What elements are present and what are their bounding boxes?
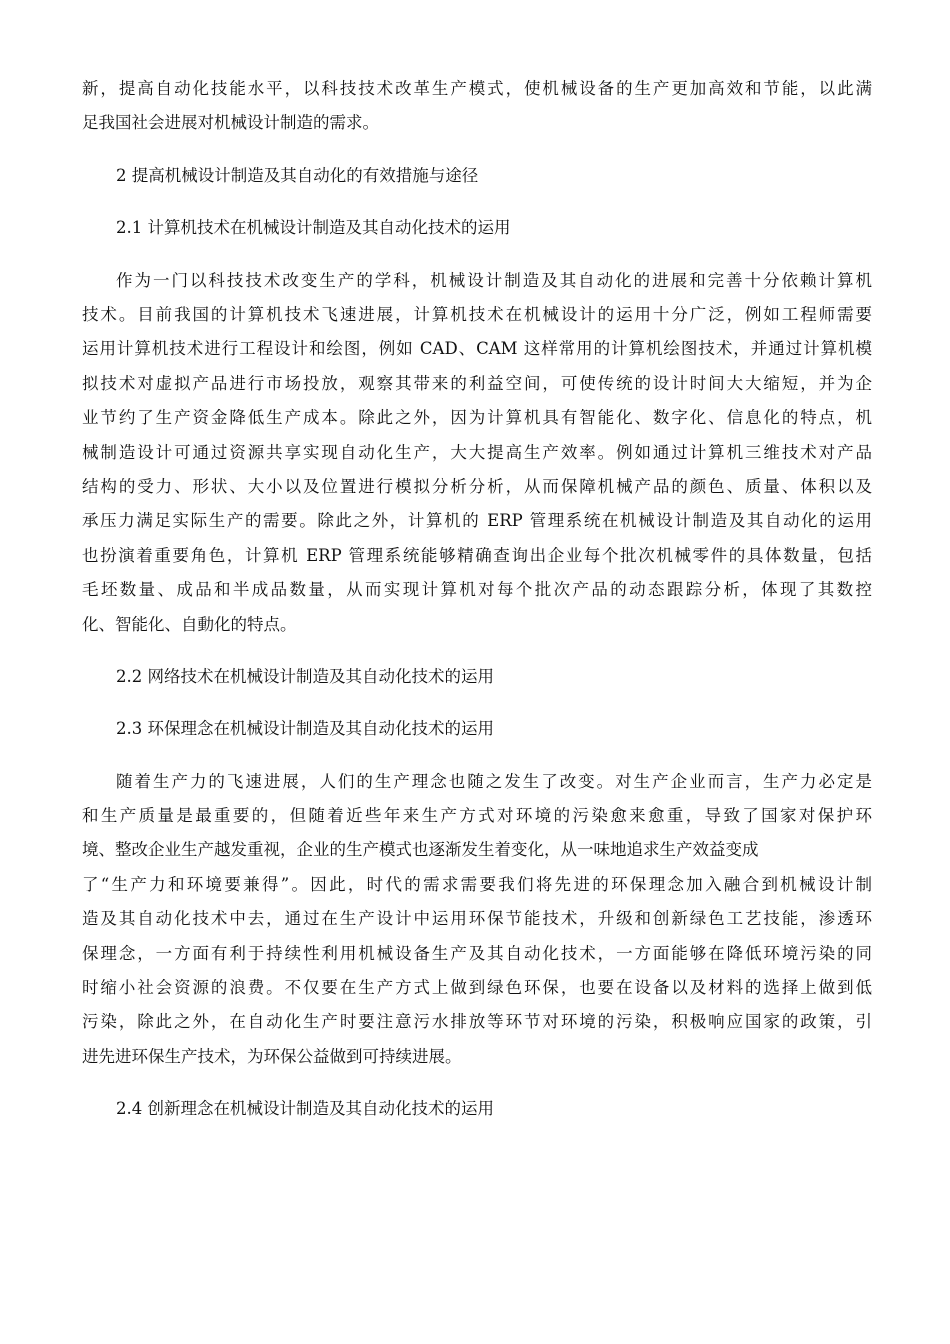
paragraph-line: 运用计算机技术进行工程设计和绘图，例如 CAD、CAM 这样常用的计算机绘图技术，并通过计算机模 <box>82 339 872 359</box>
paragraph-line: 业节约了生产资金降低生产成本。除此之外，因为计算机具有智能化、数字化、信息化的特点，机 <box>82 408 872 428</box>
paragraph-line: 造及其自动化技术中去，通过在生产设计中运用环保节能技术，升级和创新绿色工艺技能，渗透环 <box>82 909 872 929</box>
paragraph-line: 随着生产力的飞速进展，人们的生产理念也随之发生了改变。对生产企业而言，生产力必定是 <box>116 771 872 791</box>
paragraph-line: 化、智能化、自動化的特点。 <box>82 614 297 634</box>
subsection-heading: 2.4 创新理念在机械设计制造及其自动化技术的运用 <box>116 1099 494 1119</box>
paragraph-line: 承压力满足实际生产的需要。除此之外，计算机的 ERP 管理系统在机械设计制造及其自动化的运用 <box>82 511 872 531</box>
paragraph-line: 和生产质量是最重要的，但随着近些年来生产方式对环境的污染愈来愈重，导致了国家对保护环 <box>82 806 872 826</box>
paragraph-line: 进先进环保生产技术，为环保公益做到可持续进展。 <box>82 1046 462 1066</box>
paragraph-line: 毛坯数量、成品和半成品数量，从而实现计算机对每个批次产品的动态跟踪分析，体现了其数控 <box>82 580 872 600</box>
paragraph-line: 拟技术对虚拟产品进行市场投放，观察其带来的利益空间，可使传统的设计时间大大缩短，并为企 <box>82 373 872 393</box>
paragraph-line: 技术。目前我国的计算机技术飞速进展，计算机技术在机械设计的运用十分广泛，例如工程师需要 <box>82 304 872 324</box>
paragraph-line: 新，提高自动化技能水平，以科技技术改革生产模式，使机械设备的生产更加高效和节能，以此满 <box>82 79 872 98</box>
paragraph-line: 足我国社会进展对机械设计制造的需求。 <box>82 113 379 133</box>
paragraph-line: 保理念，一方面有利于持续性利用机械设备生产及其自动化技术，一方面能够在降低环境污染的同 <box>82 943 872 963</box>
paragraph-line: 污染，除此之外，在自动化生产时要注意污水排放等环节对环境的污染，积极响应国家的政策，引 <box>82 1012 872 1032</box>
paragraph-line: 了“生产力和环境要兼得”。因此，时代的需求需要我们将先进的环保理念加入融合到机械设计制 <box>82 874 872 894</box>
subsection-heading: 2.3 环保理念在机械设计制造及其自动化技术的运用 <box>116 719 494 739</box>
subsection-heading: 2.1 计算机技术在机械设计制造及其自动化技术的运用 <box>116 218 511 238</box>
paragraph-line: 械制造设计可通过资源共享实现自动化生产，大大提高生产效率。例如通过计算机三维技术对产品 <box>82 442 872 462</box>
paragraph-line: 时缩小社会资源的浪费。不仅要在生产方式上做到绿色环保，也要在设备以及材料的选择上做到低 <box>82 978 872 998</box>
section-heading: 2 提高机械设计制造及其自动化的有效措施与途径 <box>116 165 479 185</box>
paragraph-line: 也扮演着重要角色，计算机 ERP 管理系统能够精确查询出企业每个批次机械零件的具体数量，包括 <box>82 545 872 565</box>
paragraph-line: 作为一门以科技技术改变生产的学科，机械设计制造及其自动化的进展和完善十分依赖计算机 <box>116 270 872 290</box>
paragraph-line: 境、整改企业生产越发重视，企业的生产模式也逐渐发生着变化，从一味地追求生产效益变成 <box>82 840 759 860</box>
document-page <box>82 72 872 1127</box>
paragraph-line: 结构的受力、形状、大小以及位置进行模拟分析分析，从而保障机械产品的颜色、质量、体积以及 <box>82 476 872 496</box>
subsection-heading: 2.2 网络技术在机械设计制造及其自动化技术的运用 <box>116 666 494 686</box>
